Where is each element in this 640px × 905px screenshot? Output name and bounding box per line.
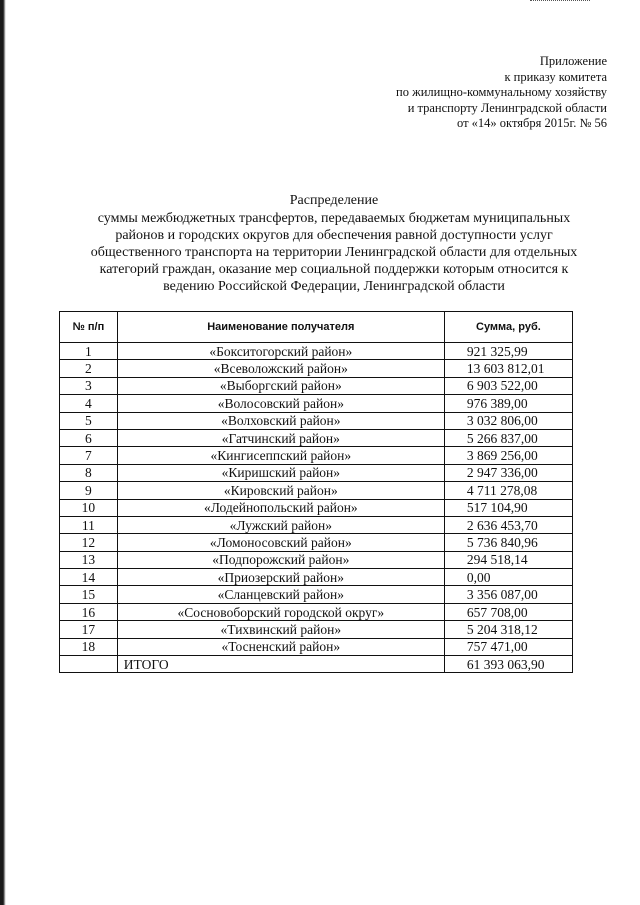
table-row — [60, 603, 573, 620]
row-number: 2 — [60, 360, 118, 377]
row-number: 3 — [60, 377, 118, 394]
table-row — [60, 586, 573, 603]
table-row — [60, 534, 573, 551]
table-header-row — [60, 312, 573, 343]
row-number — [60, 656, 118, 673]
appendix-block — [396, 54, 607, 132]
table-row — [60, 569, 573, 586]
row-number: 15 — [60, 586, 118, 603]
recipient-name: «Сосновоборский городской округ» — [117, 603, 444, 620]
title-line: ведению Российской Федерации, Ленинградской области — [163, 279, 505, 294]
row-number: 12 — [60, 534, 118, 551]
row-number: 14 — [60, 569, 118, 586]
table-row — [60, 551, 573, 568]
recipient-name: «Сланцевский район» — [117, 586, 444, 603]
title-line: общественного транспорта на территории Ленинградской области для отдельных — [90, 245, 578, 260]
row-sum: 294 518,14 — [444, 551, 572, 568]
table-row — [60, 360, 573, 377]
appendix-line: от «14» октября 2015г. № 56 — [456, 116, 607, 130]
row-number: 10 — [60, 499, 118, 516]
title-line: районов и городских округов для обеспечения равной доступности услуг — [115, 228, 553, 243]
row-sum: 6 903 522,00 — [444, 377, 572, 394]
recipient-name: «Лодейнопольский район» — [117, 499, 444, 516]
recipient-name: «Гатчинский район» — [117, 429, 444, 446]
row-sum: 5 204 318,12 — [444, 621, 572, 638]
row-sum: 2 947 336,00 — [444, 464, 572, 481]
appendix-line: Приложение — [539, 54, 607, 68]
recipient-name: «Ломоносовский район» — [117, 534, 444, 551]
header-sum: Сумма, руб. — [444, 312, 572, 343]
row-number: 7 — [60, 447, 118, 464]
row-number: 13 — [60, 551, 118, 568]
table-row — [60, 621, 573, 638]
recipient-name: «Подпорожский район» — [117, 551, 444, 568]
row-sum: 517 104,90 — [444, 499, 572, 516]
recipient-name: «Всеволожский район» — [117, 360, 444, 377]
row-sum: 5 736 840,96 — [444, 534, 572, 551]
recipient-name: «Кировский район» — [117, 482, 444, 499]
appendix-line: по жилищно-коммунальному хозяйству — [396, 85, 607, 99]
table-row — [60, 482, 573, 499]
recipient-name: «Приозерский район» — [117, 569, 444, 586]
title-line: категорий граждан, оказание мер социальной поддержки которым относится к — [99, 262, 569, 277]
row-number: 5 — [60, 412, 118, 429]
recipient-name: «Волховский район» — [117, 412, 444, 429]
row-number: 4 — [60, 395, 118, 412]
row-number: 9 — [60, 482, 118, 499]
table-row — [60, 377, 573, 394]
row-sum: 976 389,00 — [444, 395, 572, 412]
appendix-line: и транспорту Ленинградской области — [407, 100, 607, 115]
recipient-name: ИТОГО — [117, 656, 444, 673]
row-number: 11 — [60, 516, 118, 533]
recipient-name: «Лужский район» — [117, 516, 444, 533]
table-row — [60, 447, 573, 464]
recipient-name: «Тихвинский район» — [117, 621, 444, 638]
distribution-table — [59, 311, 573, 673]
row-sum: 13 603 812,01 — [444, 360, 572, 377]
table-row — [60, 499, 573, 516]
recipient-name: «Волосовский район» — [117, 395, 444, 412]
header-number: № п/п — [60, 312, 118, 343]
recipient-name: «Тосненский район» — [117, 638, 444, 655]
row-sum: 3 869 256,00 — [444, 447, 572, 464]
recipient-name: «Выборгский район» — [117, 377, 444, 394]
row-number: 8 — [60, 464, 118, 481]
table-row — [60, 516, 573, 533]
row-sum: 657 708,00 — [444, 603, 572, 620]
row-number: 6 — [60, 429, 118, 446]
row-sum: 5 266 837,00 — [444, 429, 572, 446]
document-title — [40, 192, 628, 295]
row-sum: 2 636 453,70 — [444, 516, 572, 533]
row-sum: 3 032 806,00 — [444, 412, 572, 429]
row-sum: 921 325,99 — [444, 343, 572, 360]
table-row — [60, 395, 573, 412]
row-number: 18 — [60, 638, 118, 655]
title-heading: Распределение — [289, 193, 379, 208]
row-number: 1 — [60, 343, 118, 360]
table-row — [60, 343, 573, 360]
scan-mark — [530, 0, 590, 3]
row-number: 16 — [60, 603, 118, 620]
title-line: суммы межбюджетных трансфертов, передаваемых бюджетам муниципальных — [97, 211, 571, 226]
row-sum: 61 393 063,90 — [444, 656, 572, 673]
recipient-name: «Бокситогорский район» — [117, 343, 444, 360]
total-row — [60, 656, 573, 673]
table-row — [60, 429, 573, 446]
header-recipient: Наименование получателя — [117, 312, 444, 343]
table-row — [60, 638, 573, 655]
row-sum: 3 356 087,00 — [444, 586, 572, 603]
recipient-name: «Кингисеппский район» — [117, 447, 444, 464]
table-body — [60, 343, 573, 673]
appendix-line: к приказу комитета — [504, 69, 607, 84]
row-sum: 0,00 — [444, 569, 572, 586]
table-row — [60, 464, 573, 481]
row-sum: 757 471,00 — [444, 638, 572, 655]
row-number: 17 — [60, 621, 118, 638]
row-sum: 4 711 278,08 — [444, 482, 572, 499]
recipient-name: «Киришский район» — [117, 464, 444, 481]
scan-edge — [0, 0, 6, 905]
table-row — [60, 412, 573, 429]
